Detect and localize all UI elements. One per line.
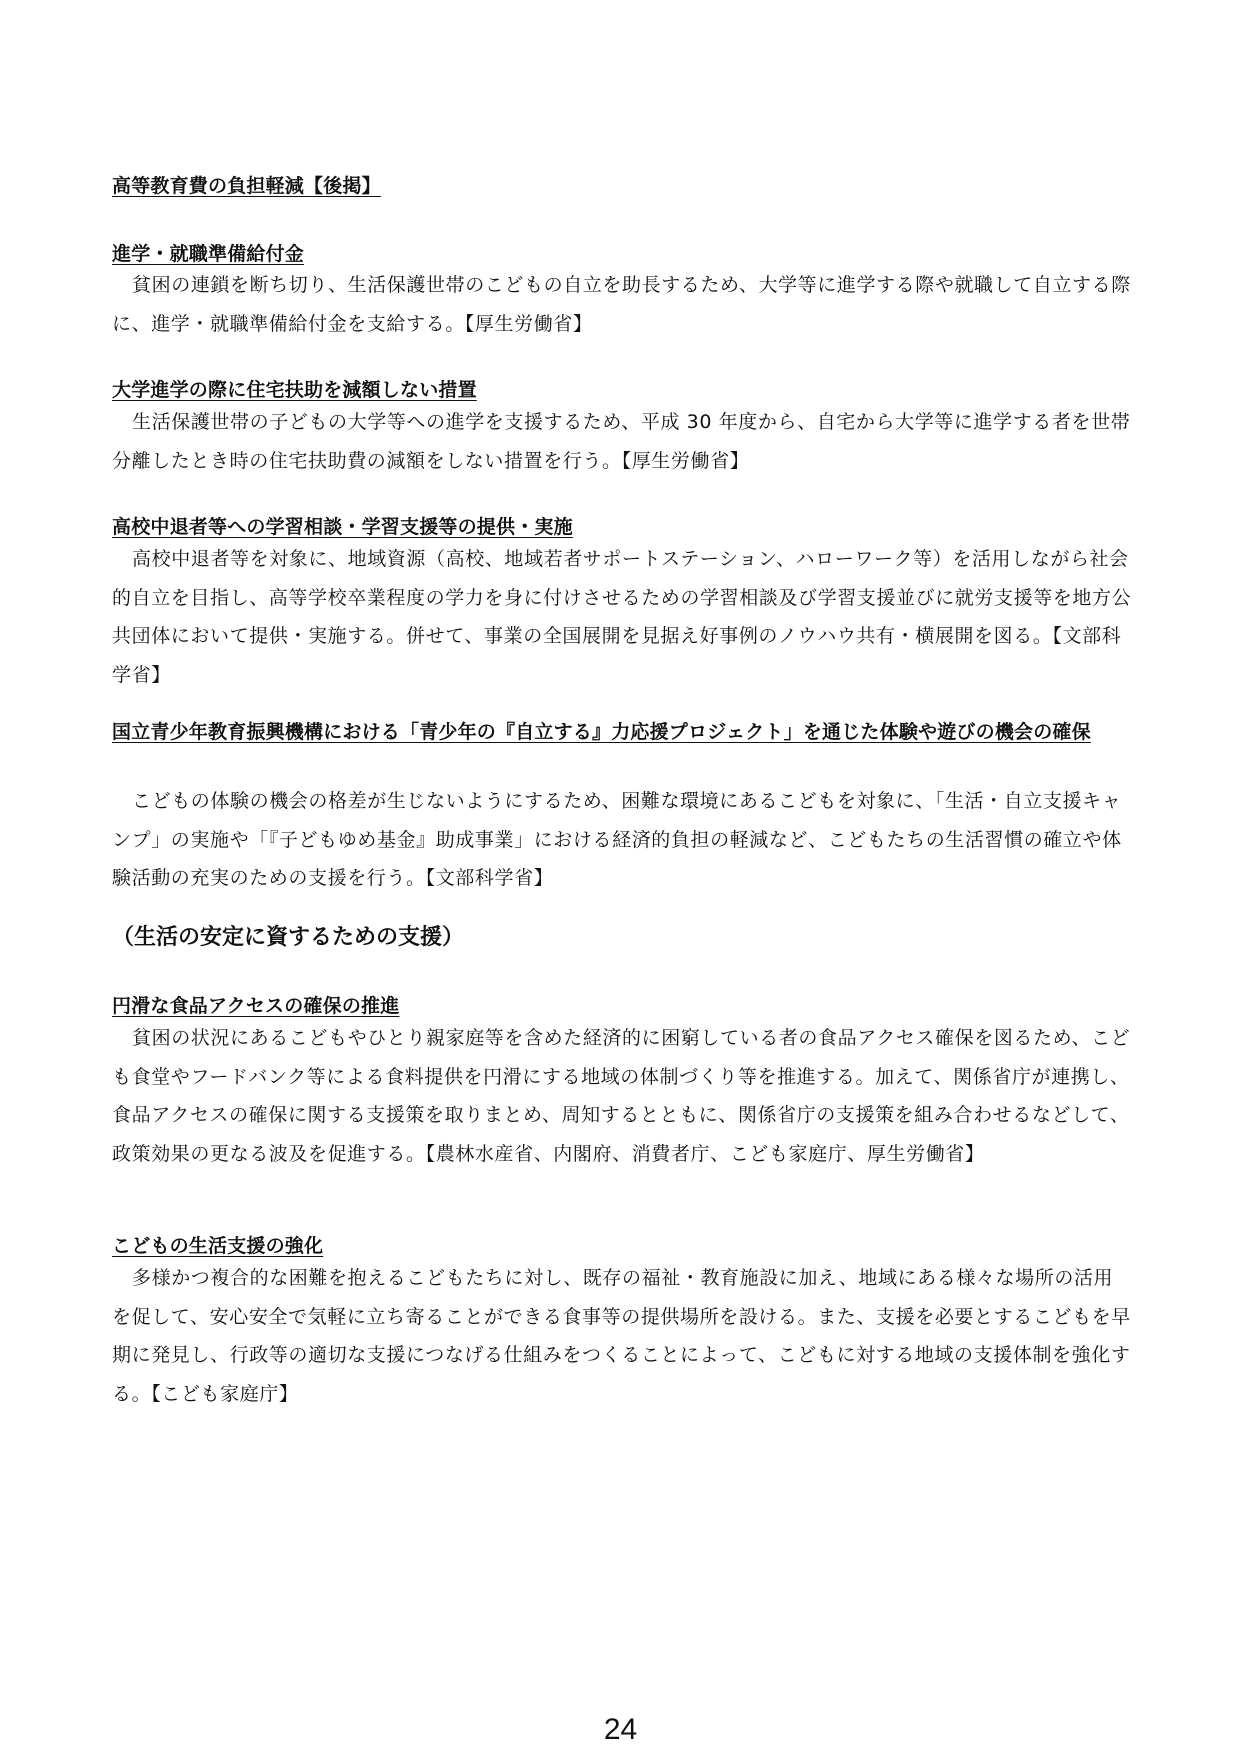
paragraph-dropout-learning-support: 高校中退者等を対象に、地域資源（高校、地域若者サポートステーション、ハローワーク等）を活用しながら社会的自立を目指し、高等学校卒業程度の学力を身に付けさせるための学習相談及び学習支援並びに就労支援等を地方公共団体において提供・実施する。併せて、事業の全国展開を見据え好事例のノウハウ共有・横展開を図る。【文部科学省】 (112, 548, 1132, 686)
heading-dropout-learning-support: 高校中退者等への学習相談・学習支援等の提供・実施 (112, 516, 573, 538)
heading-youth-experience-project: 国立青少年教育振興機構における「青少年の『自立する』力応援プロジェクト」を通じた体験や遊びの機会の確保 (112, 721, 1091, 743)
paragraph-employment-preparation-benefit: 貧困の連鎖を断ち切り、生活保護世帯のこどもの自立を助長するため、大学等に進学する際や就職して自立する際に、進学・就職準備給付金を支給する。【厚生労働省】 (112, 274, 1131, 335)
paragraph-housing-assistance: 生活保護世帯の子どもの大学等への進学を支援するため、平成 30 年度から、自宅から大学等に進学する者を世帯分離したとき時の住宅扶助費の減額をしない措置を行う。【厚生労働省】 (112, 411, 1131, 472)
page-number: 24 (603, 1713, 638, 1746)
paragraph-child-living-support: 多様かつ複合的な困難を抱えるこどもたちに対し、既存の福祉・教育施設に加え、地域にある様々な場所の活用を促して、安心安全で気軽に立ち寄ることができる食事等の提供場所を設ける。また、支援を必要とするこどもを早期に発見し、行政等の適切な支援につなげる仕組みをつくることによって、こどもに対する地域の支援体制を強化する。【こども家庭庁】 (112, 1267, 1131, 1405)
paragraph-food-access: 貧困の状況にあるこどもやひとり親家庭等を含めた経済的に困窮している者の食品アクセス確保を図るため、こども食堂やフードバンク等による食料提供を円滑にする地域の体制づくり等を推進する。加えて、関係省庁が連携し、食品アクセスの確保に関する支援策を取りまとめ、周知するとともに、関係省庁の支援策を組み合わせるなどして、政策効果の更なる波及を促進する。【農林水産省、内閣府、消費者庁、こども家庭庁、厚生労働省】 (112, 1027, 1131, 1165)
section-title-livelihood-support: （生活の安定に資するための支援） (112, 925, 465, 950)
heading-child-living-support: こどもの生活支援の強化 (112, 1235, 324, 1257)
heading-food-access: 円滑な食品アクセスの確保の推進 (112, 995, 400, 1017)
paragraph-youth-experience-project: こどもの体験の機会の格差が生じないようにするため、困難な環境にあるこどもを対象に、「生活・自立支援キャンプ」の実施や「『子どもゆめ基金』助成事業」における経済的負担の軽減など、こどもたちの生活習慣の確立や体験活動の充実のための支援を行う。【文部科学省】 (112, 790, 1122, 889)
heading-higher-education-cost: 高等教育費の負担軽減【後掲】 (112, 175, 381, 197)
heading-housing-assistance: 大学進学の際に住宅扶助を減額しない措置 (112, 379, 477, 401)
heading-employment-preparation-benefit: 進学・就職準備給付金 (112, 243, 305, 265)
